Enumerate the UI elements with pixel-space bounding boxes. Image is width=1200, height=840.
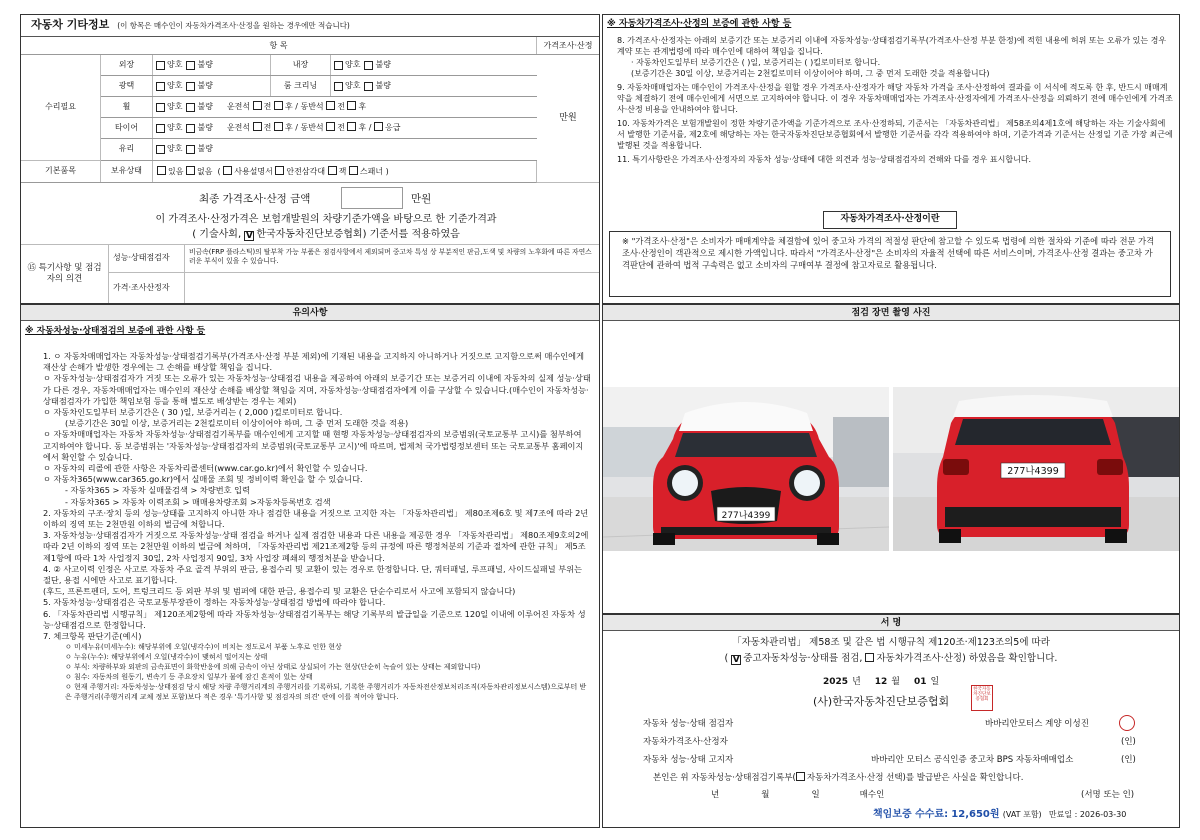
checkbox-bad[interactable] [364, 82, 373, 91]
checkbox-appraisal[interactable] [865, 653, 874, 662]
notice-item: 6. 「자동차관리법 시행규칙」 제120조제2항에 따라 자동차성능·상태점검기록부는 해당 기록부의 발급일을 기준으로 120일 이내에 이루어진 자동차 성능·상태점검으로 한정합니다. [43, 608, 586, 630]
checkbox-rear[interactable] [274, 101, 283, 110]
sign-appraiser-seal: (인) [1121, 737, 1136, 747]
org-stamp: 한국자동차진단보증협회 [971, 685, 993, 711]
inspector-seal [1119, 715, 1135, 731]
sign-notifier-seal: (인) [1121, 755, 1136, 765]
guarantee-item-11: 11. 특기사항란은 가격조사·산정자의 자동차 성능·상태에 대한 의견과 성능·상태점검자의 견해와 다를 경우 표시합니다. [617, 155, 1032, 164]
guarantee-period-note: (보증기간은 30일 이상, 보증거리는 2천킬로미터 이상이어야 하며, 그 중 먼저 도래한 것을 적용합니다) [631, 69, 990, 78]
notice-title: ※ 자동차성능·상태점검의 보증에 관한 사항 등 [25, 326, 206, 336]
notice-item: ㅇ 자동차인도일부터 보증기간은 ( 30 )일, 보증거리는 ( 2,000 )킬로미터로 합니다. [43, 407, 343, 418]
notice-item: - 자동차365 > 자동차 실매물검색 > 차량번호 입력 [65, 485, 250, 496]
checkbox-bad[interactable] [186, 61, 195, 70]
checkbox-good[interactable] [156, 124, 165, 133]
sign-appraiser-label: 자동차가격조사·산정자 [643, 737, 728, 747]
notice-item: - 자동차365 > 자동차 이력조회 > 매매용차량조회 >자동차등록번호 검색 [65, 496, 331, 507]
buyer-sign: (서명 또는 인) [1081, 790, 1135, 800]
checkbox-front[interactable] [253, 101, 262, 110]
sign-notifier-value: 바바리안 모터스 공식인증 중고차 BPS 자동차매매업소 [871, 755, 1074, 765]
checkbox-jack[interactable] [328, 166, 337, 175]
checkbox-bad[interactable] [186, 82, 195, 91]
final-price-label: 최종 가격조사·산정 금액 [199, 193, 311, 205]
notice-item: 2. 자동차의 구조·장치 등의 성능·상태를 고지하지 아니한 자나 점검한 내용을 거짓으로 고지한 자는 「자동차관리법」 제80조제6호 및 제7조에 따라 2년 이하의 징역 또는 2천만원 이하의 벌금에 처합니다. [43, 507, 589, 530]
sign-law-line: 「자동차관리법」 제58조 및 같은 법 시행규칙 제120조·제123조의5에 따라 [732, 637, 1050, 648]
notice-item: ㅇ 자동차365(www.car365.go.kr)에서 실매물 조회 및 정비이력 확인을 할 수 있습니다. [43, 474, 363, 485]
checkbox-rear[interactable] [347, 101, 356, 110]
row-label-tire: 타이어 [101, 118, 153, 138]
notice-item: 5. 자동차성능·상태점검은 국토교통부장관이 정하는 자동차성능·상태점검 방법에 따라야 합니다. [43, 597, 386, 608]
signature-panel [602, 614, 1180, 828]
guarantee-item-10: 10. 자동차가격은 보험개발원이 정한 차량기준가액을 기준가격으로 조사·산정하되, 기준서는 「자동차관리법」 제58조의4제1호에 해당하는 자는 기술사회에서 발행한 기준서를, 제2호에 해당하는 자는 한국자동차진단보증협회에서 발행한 기준서를 각각 적용하여야 하며, 기준가격과 기준서는 산정일 기준 가장 최근에 발행된 것을 적용합니다. [617, 119, 1173, 150]
notice-item: 3. 자동차성능·상태점검자가 거짓으로 자동차성능·상태 점검을 하거나 실제 점검한 내용과 다른 내용을 제공한 경우 「자동차관리법」 제80조제9호의2에 따라 2년 이하의 징역 또는 2천만원 이하의 벌금에 처하며, 「자동차관리법 제21조제2항 등의 규정에 따른 행정처분의 기준과 절차에 관한 규칙」 제5조제1항에 따라 1차 사업정지 30일, 2차 사업정지 90일, 3차 사업장 폐쇄의 행정처분을 받습니다. [43, 530, 589, 563]
guarantee-period: · 자동차인도일부터 보증기간은 ( )일, 보증거리는 ( )킬로미터로 합니다. [631, 58, 881, 67]
checkbox-bad[interactable] [186, 145, 195, 154]
row-sub-room-cleaning: 룸 크리닝 [271, 76, 331, 96]
notice-item: ㅇ 자동차성능·상태점검자가 거짓 또는 오류가 있는 자동차성능·상태점검 내용을 제공하여 아래의 보증기간 또는 보증거리 이내에 자동차의 실제 성능·상태가 다른 경우, 자동차매매업자는 매수인의 재산상 손해를 배상할 책임을 지며, 자동차성능·상태점검자에게 이를 구상할 수 있습니다.(매수인이 자동차성능·상태점검자가 가입한 책임보험 등을 통해 별도로 배상받는 경우는 제외) [43, 373, 591, 406]
notice-item: 4. ② 사고이력 인정은 사고로 자동차 주요 골격 부위의 판금, 용접수리 및 교환이 있는 경우로 한정합니다. 단, 쿼터패널, 루프패널, 사이드실패널 부위는 절단, 용접 시에만 사고로 표기합니다. [43, 563, 582, 586]
buyer-confirm-line: 본인은 위 자동차성능·상태점검기록부( 자동차가격조사·산정 선택)를 발급받은 사실을 확인합니다. [653, 773, 1024, 783]
section-title: 자동차 기타정보 [31, 18, 110, 32]
checkbox-association-checked[interactable]: V [245, 231, 253, 241]
sign-notifier-label: 자동차 성능·상태 고지자 [643, 755, 734, 765]
appraiser-opinion [185, 273, 599, 303]
photo-panel [602, 304, 1180, 614]
price-unit: 만원 [537, 55, 599, 183]
basic-label: 보유상태 [101, 161, 153, 182]
row-label-glass: 유리 [101, 139, 153, 160]
checkbox-good[interactable] [156, 82, 165, 91]
notice-item: ㅇ 미세누유(미세누수): 해당부위에 오일(냉각수)이 비치는 정도로서 부품 노후로 인한 현상 [65, 643, 342, 652]
notice-header: 유의사항 [21, 305, 599, 321]
notice-item: 1. ㅇ 자동차매매업자는 자동차성능·상태점검기록부(가격조사·산정 부분 제외)에 기재된 내용을 고지하지 아니하거나 거짓으로 고지함으로써 매수인에게 재산상 손해가 발생한 경우에는 그 손해를 배상할 책임을 집니다. [43, 351, 585, 373]
checkbox-front[interactable] [326, 101, 335, 110]
row-label-wheel: 휠 [101, 97, 153, 117]
front-car-image [603, 387, 889, 551]
row-sub-interior: 내장 [271, 55, 331, 75]
col-price-header: 가격조사·산정 [543, 40, 593, 50]
special-notes-label: ⑮ 특기사항 및 점검자의 의견 [21, 245, 109, 303]
checkbox-rear[interactable] [347, 122, 356, 131]
appraiser-label: 가격·조사산정자 [109, 273, 185, 303]
sign-confirm-line: ( V 중고자동차성능·상태를 점검, 자동차가격조사·산정) 하였음을 확인합니다. [724, 653, 1058, 665]
final-price-unit: 만원 [411, 193, 432, 205]
col-item-header: 항 목 [21, 37, 537, 54]
buyer-date: 년 월 일 매수인 [711, 790, 885, 800]
repair-section-label: 수리필요 [21, 55, 101, 161]
notice-list [43, 351, 591, 702]
standard-line2: ( 기술사회, V 한국자동차진단보증협회) 기준서를 적용하였음 [192, 229, 460, 241]
checkbox-performance-checked[interactable]: V [732, 655, 740, 665]
rear-car-photo [893, 387, 1179, 551]
notice-item: 7. 체크항목 판단기준(예시) [43, 631, 142, 642]
checkbox-no[interactable] [186, 166, 195, 175]
checkbox-buyer-appraisal[interactable] [796, 772, 805, 781]
photo-header: 점검 장면 촬영 사진 [603, 305, 1179, 321]
appraisal-box-text: ※ "가격조사·산정"은 소비자가 매매계약을 체결함에 있어 중고차 가격의 적절성 판단에 참고할 수 있도록 법령에 의한 절차와 기준에 따라 전문 가격조사·산정인이 객관적으로 제시한 가액입니다. 따라서 "가격조사·산정"은 소비자의 자율적 선택에 따른 서비스이며, 가격조사·산정 결과는 중고차 가격판단에 관하여 법적 구속력은 없고 소비자의 구매여부 결정에 참고자료로 활용됩니다. [609, 231, 1171, 297]
checkbox-rear[interactable] [274, 122, 283, 131]
checkbox-front[interactable] [326, 122, 335, 131]
basic-section-label: 기본품목 [21, 161, 101, 182]
checkbox-bad[interactable] [364, 61, 373, 70]
rear-car-image [893, 387, 1179, 551]
appraisal-box-title: 자동차가격조사·산정이란 [823, 211, 957, 229]
checkbox-yes[interactable] [157, 166, 166, 175]
inspector-opinion: 비금속(FRP 플라스틱)의 탈부착 가능 부품은 점검사항에서 제외되며 중고차 특성 상 부분적인 판금,도색 및 차량의 노후화에 따른 자연스러운 부식이 있을 수 있습니다. [189, 248, 592, 265]
checkbox-manual[interactable] [223, 166, 232, 175]
rear-plate-text: 277나4399 [1007, 466, 1059, 477]
checkbox-triangle[interactable] [275, 166, 284, 175]
signature-header: 서 명 [603, 615, 1179, 631]
checkbox-good[interactable] [156, 61, 165, 70]
notice-item: ㅇ 부식: 차량하부와 외판의 금속표면이 화학반응에 의해 금속이 아닌 상태로 상실되어 가는 현상(단순히 녹슬어 있는 상태는 제외합니다) [65, 663, 481, 672]
final-price-input[interactable] [341, 187, 403, 209]
row-label-gloss: 광택 [101, 76, 153, 96]
front-plate-text: 277나4399 [721, 511, 771, 521]
checkbox-good[interactable] [156, 145, 165, 154]
checkbox-bad[interactable] [186, 124, 195, 133]
price-guarantee-panel [602, 14, 1180, 304]
notice-item: ㅇ 자동차매매업자는 자동차 자동차성능·상태점검기록부를 매수인에게 고지할 때 현행 자동차성능·상태점검자의 보증범위(국토교통부 고시)를 첨부하여 고지하여야 합니다. 동 보증범위는 '자동차성능·상태점검자의 보증범위(국토교통부 고시)'에 따르며, 법제처 국가법령정보센터 또는 국토교통부 홈페이지에서 확인할 수 있습니다. [43, 429, 584, 462]
notice-item: ㅇ 침수: 자동차의 원동기, 변속기 등 주요장치 일부가 물에 잠긴 흔적이 있는 상태 [65, 673, 313, 682]
notice-item: ㅇ 현재 주행거리: 자동차성능·상태점검 당시 해당 차량 주행거리계의 주행거리를 기록하되, 기록한 주행거리가 자동차전산정보처리조직(자동차관리정보시스템)으로부터 받은 주행거리(주행거리계 교체 정보 포함)보다 적은 경우 '특기사항 및 점검자의 의견' 란에 이를 적어야 합니다. [65, 683, 587, 702]
guarantee-title: ※ 자동차가격조사·산정의 보증에 관한 사항 등 [607, 19, 792, 29]
checkbox-good[interactable] [334, 82, 343, 91]
guarantee-item-9: 9. 자동차매매업자는 매수인이 가격조사·산정을 원할 경우 가격조사·산정자가 해당 자동차 가격을 조사·산정하여 결과를 이 서식에 적도록 한 후, 반드시 매매계약을 체결하기 전에 매수인에게 서면으로 고지하여야 합니다. 이 경우 자동차매매업자는 가격조사·산정자에게 가격조사·산정을 의뢰하기 전에 매수인에게 가격조사·산정 비용을 안내하여야 합니다. [617, 83, 1173, 114]
notice-item: (후드, 프론트펜더, 도어, 트렁크리드 등 외판 부위 및 범퍼에 대한 판금, 용접수리 및 교환은 단순수리로서 사고에 포함되지 않습니다) [43, 586, 516, 597]
checkbox-good[interactable] [156, 103, 165, 112]
sign-inspector-value: 바바리안모터스 계양 이성진 [985, 719, 1089, 729]
sign-inspector-label: 자동차 성능·상태 점검자 [643, 719, 734, 729]
section-note: (이 항목은 매수인이 자동차가격조사·산정을 원하는 경우에만 적습니다) [117, 20, 350, 30]
front-car-photo [603, 387, 889, 551]
notice-panel [20, 304, 600, 828]
checkbox-spanner[interactable] [349, 166, 358, 175]
other-info-panel: 자동차 기타정보 (이 항목은 매수인이 자동차가격조사·산정을 원하는 경우에만 적습니다) 항 목 가격조사·산정 수리필요 외장 양호 불량 내장 양호 불량 광택 양호 불량 룸 크리닝 양호 불량 휠 양호 불량 운전석 전 후 / 동반석 전 후 타이어 양호 불량 운전석 전 후 / 동반석 전 후 / 응급 유리 양호 불량 기본품목 보유상태 있음 없음 ( 사용설명서 안전삼각대 잭 스패너 ) 만원 최종 가격조사·산정 금액 만원 이 가격조사·산정가격은 보험개발원의 차량기준가액을 바탕으로 한 기준가격과 ( 기술사회, V 한국자동차진단보증협회) 기준서를 적용하였음 ⑮ 특기사항 및 점검자의 의견 성능·상태점검자 비금속(FRP 플라스틱)의 탈부착 가능 부품은 점검사항에서 제외되며 중고차 특성 상 부분적인 판금,도색 및 차량의 노후화에 따른 자연스러운 부식이 있을 수 있습니다. 가격·조사산정자 [20, 14, 600, 304]
row-label-exterior: 외장 [101, 55, 153, 75]
checkbox-front[interactable] [253, 122, 262, 131]
fee-line: 책임보증 수수료: 12,650원 (VAT 포함) 만료일 : 2026-03-30 [873, 809, 1127, 820]
checkbox-good[interactable] [334, 61, 343, 70]
checkbox-bad[interactable] [186, 103, 195, 112]
notice-item: (보증기간은 30일 이상, 보증거리는 2천킬로미터 이상이어야 하며, 그 중 먼저 도래한 것을 적용) [65, 418, 409, 429]
sign-date: 2025 년 12 월 01 일 [823, 677, 940, 687]
notice-item: ㅇ 자동차의 리콜에 관한 사항은 자동차리콜센터(www.car.go.kr)에서 확인할 수 있습니다. [43, 463, 368, 474]
guarantee-item-8: 8. 가격조사·산정자는 아래의 보증기간 또는 보증거리 이내에 자동차성능·상태점검기록부(가격조사·산정 부분 한정)에 적힌 내용에 허위 또는 오류가 있는 경우 계약 또는 관계법령에 따라 매수인에 대하여 책임을 집니다. [617, 36, 1167, 56]
checkbox-emergency[interactable] [374, 122, 383, 131]
standard-line1: 이 가격조사·산정가격은 보험개발원의 차량기준가액을 바탕으로 한 기준가격과 [155, 214, 497, 225]
inspector-label: 성능·상태점검자 [109, 245, 185, 272]
notice-item: ㅇ 누유(누수): 해당부위에서 오일(냉각수)이 맺혀서 떨어지는 상태 [65, 653, 268, 662]
sign-org: (사)한국자동차진단보증협회 [813, 695, 950, 708]
